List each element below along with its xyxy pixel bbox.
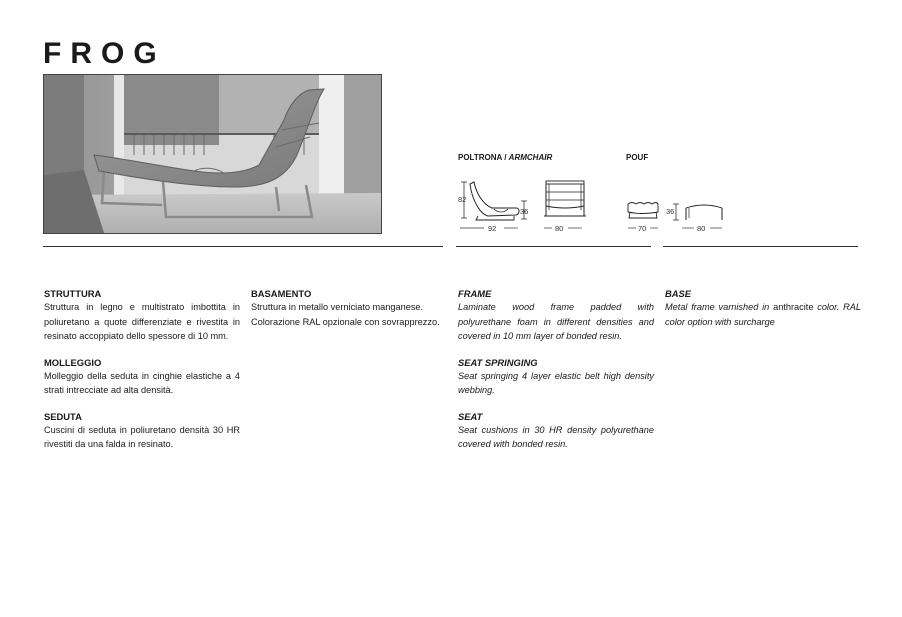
text-frame: Laminate wood frame padded with polyurethane foam in different densities and covered in 10 mm layer of bonded resin. xyxy=(458,302,654,341)
english-col-structure xyxy=(458,287,654,464)
pouf-depth-dim: 70 xyxy=(638,224,647,233)
product-photo xyxy=(43,74,382,234)
pouf-front-drawing xyxy=(683,200,725,222)
english-col-base xyxy=(665,287,861,341)
text-base-after: color. RAL color option with surcharge xyxy=(665,302,861,327)
lounge-chair-photo xyxy=(44,75,381,233)
heading-frame: FRAME xyxy=(458,288,492,299)
armchair-dim-lines xyxy=(458,223,588,233)
pouf-side-drawing xyxy=(626,198,660,222)
text-base-highlight: anthracite xyxy=(773,302,814,312)
divider-left xyxy=(43,246,443,247)
text-base xyxy=(665,300,861,329)
text-seduta: Cuscini di seduta in poliuretano densità 30 HR rivestiti da una falda in resinato. xyxy=(44,424,240,449)
heading-struttura: STRUTTURA xyxy=(44,288,102,299)
armchair-width-dim: 80 xyxy=(555,224,564,233)
divider-middle xyxy=(456,246,651,247)
italian-col-structure xyxy=(44,287,240,464)
armchair-depth-dim: 92 xyxy=(488,224,497,233)
text-struttura: Struttura in legno e multistrato imbottita in poliuretano a quote differenziate e rivestita in resinato accoppiato dello spessore di 10 mm. xyxy=(44,302,240,341)
armchair-side-drawing xyxy=(458,178,523,228)
text-seat: Seat cushions in 30 HR density polyurethane covered with bonded resin. xyxy=(458,424,654,449)
text-seat-springing: Seat springing 4 layer elastic belt high density webbing. xyxy=(458,370,654,395)
pouf-width-dim: 80 xyxy=(697,224,706,233)
armchair-height-dim: 82 xyxy=(458,195,467,204)
heading-molleggio: MOLLEGGIO xyxy=(44,356,102,368)
text-base-before: Metal frame varnished in xyxy=(665,302,774,312)
pouf-label: POUF xyxy=(626,153,649,162)
divider-right xyxy=(663,246,858,247)
heading-seduta: SEDUTA xyxy=(44,410,82,422)
heading-basamento: BASAMENTO xyxy=(251,288,312,299)
armchair-label-sep: / xyxy=(502,153,509,162)
armchair-label-it: POLTRONA xyxy=(458,153,502,162)
product-title: FROG xyxy=(43,37,166,70)
armchair-front-drawing xyxy=(542,178,588,222)
armchair-label-en: ARMCHAIR xyxy=(508,153,553,162)
italian-col-base xyxy=(251,287,447,341)
heading-seat-springing: SEAT SPRINGING xyxy=(458,356,538,368)
pouf-height-dim: 36 xyxy=(666,207,675,216)
text-basamento: Struttura in metallo verniciato manganese. Colorazione RAL opzionale con sovrapprezzo. xyxy=(251,302,440,327)
text-molleggio: Molleggio della seduta in cinghie elastiche a 4 strati intrecciate ad alta densità. xyxy=(44,370,240,395)
armchair-seat-height-dim: 36 xyxy=(520,207,529,216)
heading-base: BASE xyxy=(665,288,692,299)
armchair-label xyxy=(458,153,552,162)
heading-seat: SEAT xyxy=(458,410,483,422)
